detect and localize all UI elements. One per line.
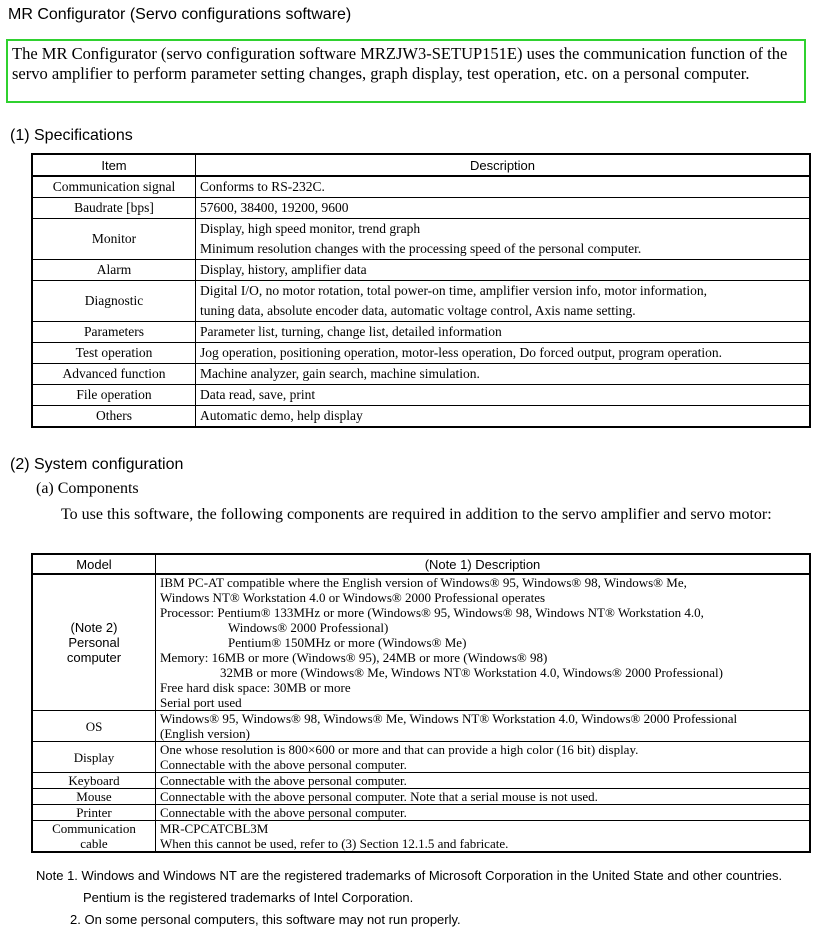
components-intro: To use this software, the following components are required in addition to the servo amplifier and servo motor: — [61, 506, 772, 523]
spec-item: Test operation — [32, 343, 196, 364]
spec-desc-line: Digital I/O, no motor rotation, total power-on time, amplifier version info, motor information, — [200, 283, 708, 298]
table-row — [32, 364, 810, 385]
column-header-description: Description — [196, 154, 811, 176]
system-configuration-heading: (2) System configuration — [10, 456, 184, 473]
model-mouse: Mouse — [32, 789, 156, 805]
spec-desc — [196, 322, 811, 343]
table-row — [32, 742, 810, 773]
table-row — [32, 198, 810, 219]
spec-item: Monitor — [32, 219, 196, 260]
model-line: cable — [80, 836, 108, 851]
table-row — [32, 821, 810, 853]
desc-line: MR-CPCATCBL3M — [160, 821, 269, 836]
desc-line: IBM PC-AT compatible where the English version of Windows® 95, Windows® 98, Windows® Me, — [160, 575, 687, 590]
model-line: (Note 2) — [70, 620, 118, 635]
spec-desc — [196, 406, 811, 428]
spec-item: Diagnostic — [32, 281, 196, 322]
spec-desc-line: Display, high speed monitor, trend graph — [200, 221, 421, 236]
desc-line: Free hard disk space: 30MB or more — [160, 680, 351, 695]
components-table — [31, 553, 811, 853]
desc-line: 32MB or more (Windows® Me, Windows NT® Workstation 4.0, Windows® 2000 Professional) — [220, 665, 723, 680]
note-2: 2. On some personal computers, this software may not run properly. — [70, 912, 461, 927]
spec-item: Alarm — [32, 260, 196, 281]
table-row — [32, 406, 810, 428]
desc-line: Serial port used — [160, 695, 242, 710]
specifications-heading: (1) Specifications — [10, 127, 133, 144]
spec-desc-line: 57600, 38400, 19200, 9600 — [200, 200, 349, 215]
spec-desc — [196, 260, 811, 281]
intro-box: The MR Configurator (servo configuration software MRZJW3-SETUP151E) uses the communication function of the servo amplifier to perform parameter setting changes, graph display, test operation, etc. on a personal computer. — [6, 39, 806, 103]
note-1: Note 1. Windows and Windows NT are the registered trademarks of Microsoft Corporation in the United State and other countries. — [36, 868, 783, 883]
table-row — [32, 711, 810, 742]
page-title: MR Configurator (Servo configurations software) — [8, 6, 352, 23]
model-printer: Printer — [32, 805, 156, 821]
note-1-continued: Pentium is the registered trademarks of Intel Corporation. — [83, 890, 414, 905]
table-row — [32, 281, 810, 322]
desc-line: Windows NT® Workstation 4.0 or Windows® 2000 Professional operates — [160, 590, 546, 605]
model-line: Personal — [68, 635, 120, 650]
spec-item: Baudrate [bps] — [32, 198, 196, 219]
spec-desc — [196, 219, 811, 260]
table-row — [32, 219, 810, 260]
spec-item: Parameters — [32, 322, 196, 343]
table-row — [32, 343, 810, 364]
desc-personal-computer — [156, 574, 811, 711]
spec-item: File operation — [32, 385, 196, 406]
model-display: Display — [32, 742, 156, 773]
desc-mouse: Connectable with the above personal computer. Note that a serial mouse is not used. — [156, 789, 811, 805]
column-header-item: Item — [32, 154, 196, 176]
spec-item: Others — [32, 406, 196, 428]
desc-line: Memory: 16MB or more (Windows® 95), 24MB or more (Windows® 98) — [160, 650, 548, 665]
table-row — [32, 322, 810, 343]
desc-keyboard: Connectable with the above personal computer. — [156, 773, 811, 789]
model-communication-cable — [32, 821, 156, 853]
model-personal-computer — [32, 574, 156, 711]
spec-desc-line: Display, history, amplifier data — [200, 262, 367, 277]
desc-display — [156, 742, 811, 773]
spec-desc-line: Machine analyzer, gain search, machine simulation. — [200, 366, 480, 381]
table-row — [32, 789, 810, 805]
table-row — [32, 176, 810, 198]
model-line: Communication — [52, 821, 136, 836]
desc-os — [156, 711, 811, 742]
spec-desc-line: tuning data, absolute encoder data, automatic voltage control, Axis name setting. — [200, 303, 636, 318]
spec-desc — [196, 385, 811, 406]
components-heading: (a) Components — [36, 480, 139, 497]
table-header-row — [32, 154, 810, 176]
spec-desc — [196, 343, 811, 364]
column-header-description: (Note 1) Description — [156, 554, 811, 574]
desc-line: Pentium® 150MHz or more (Windows® Me) — [228, 635, 467, 650]
desc-line: Processor: Pentium® 133MHz or more (Windows® 95, Windows® 98, Windows NT® Workstation 4.0, — [160, 605, 704, 620]
spec-item: Advanced function — [32, 364, 196, 385]
table-row — [32, 385, 810, 406]
spec-desc-line: Minimum resolution changes with the processing speed of the personal computer. — [200, 241, 642, 256]
desc-line: Connectable with the above personal computer. — [160, 757, 407, 772]
spec-item: Communication signal — [32, 176, 196, 198]
desc-line: Windows® 2000 Professional) — [228, 620, 389, 635]
spec-desc-line: Parameter list, turning, change list, detailed information — [200, 324, 502, 339]
spec-desc-line: Jog operation, positioning operation, motor-less operation, Do forced output, program operation. — [200, 345, 722, 360]
desc-line: Windows® 95, Windows® 98, Windows® Me, Windows NT® Workstation 4.0, Windows® 2000 Professional — [160, 711, 738, 726]
spec-desc — [196, 198, 811, 219]
table-row — [32, 260, 810, 281]
table-row — [32, 574, 810, 711]
model-keyboard: Keyboard — [32, 773, 156, 789]
table-header-row — [32, 554, 810, 574]
desc-line: One whose resolution is 800×600 or more and that can provide a high color (16 bit) display. — [160, 742, 639, 757]
spec-desc-line: Automatic demo, help display — [200, 408, 363, 423]
table-row — [32, 805, 810, 821]
notes — [36, 865, 782, 931]
spec-desc — [196, 281, 811, 322]
spec-desc-line: Data read, save, print — [200, 387, 316, 402]
desc-line: (English version) — [160, 726, 250, 741]
spec-desc-line: Conforms to RS-232C. — [200, 179, 325, 194]
model-os: OS — [32, 711, 156, 742]
column-header-model: Model — [32, 554, 156, 574]
spec-desc — [196, 364, 811, 385]
specifications-table — [31, 153, 811, 428]
desc-communication-cable — [156, 821, 811, 853]
model-line: computer — [66, 650, 122, 665]
table-row — [32, 773, 810, 789]
desc-printer: Connectable with the above personal computer. — [156, 805, 811, 821]
spec-desc — [196, 176, 811, 198]
desc-line: When this cannot be used, refer to (3) Section 12.1.5 and fabricate. — [160, 836, 509, 851]
